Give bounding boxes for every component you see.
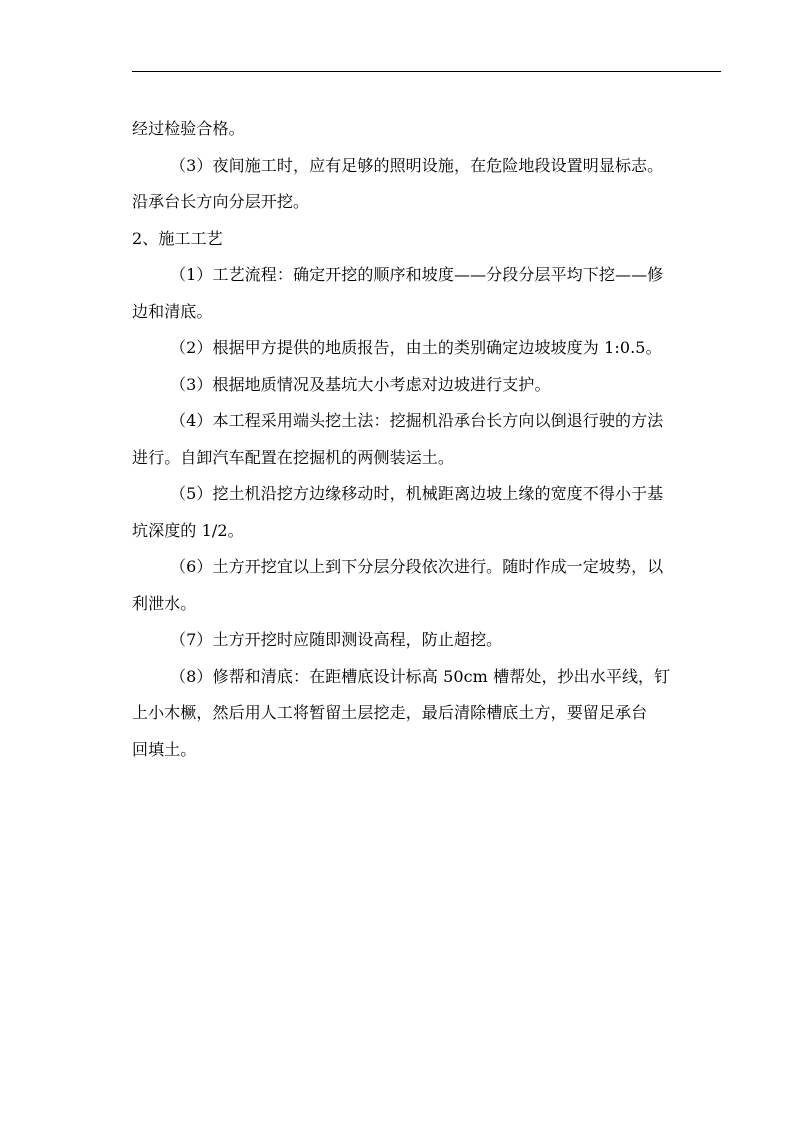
text-line: （8）修帮和清底：在距槽底设计标高 50cm 槽帮处，抄出水平线，钉 [170,666,671,686]
section-heading [132,221,721,258]
text-line: 边和清底。 [132,301,213,321]
text-line: （4）本工程采用端头挖土法：挖掘机沿承台长方向以倒退行驶的方法 [170,411,664,430]
text-line: （2）根据甲方提供的地质报告，由土的类别确定边坡坡度为 1:0.5。 [170,338,662,357]
text-line: （3）根据地质情况及基坑大小考虑对边坡进行支护。 [170,374,551,394]
paragraph [132,367,721,404]
header-rule [132,71,721,72]
paragraph [132,148,721,185]
text-line: 2、施工工艺 [132,228,223,248]
text-line: 回填土。 [132,739,197,759]
document-body [132,111,721,768]
text-line: 进行。自卸汽车配置在挖掘机的两侧装运土。 [132,447,455,467]
text-line: 经过检验合格。 [132,119,245,138]
paragraph [132,257,721,330]
paragraph [132,330,721,367]
text-line: （7）土方开挖时应随即测设高程，防止超挖。 [170,630,503,649]
paragraph [132,111,721,148]
text-line: 上小木橛，然后用人工将暂留土层挖走，最后清除槽底土方，要留足承台 [132,703,648,722]
text-line: 坑深度的 1/2。 [132,520,244,540]
paragraph [132,622,721,659]
text-line: （5）挖土机沿挖方边缘移动时，机械距离边坡上缘的宽度不得小于基 [170,484,664,503]
paragraph [132,659,721,769]
paragraph [132,476,721,549]
paragraph [132,549,721,622]
paragraph [132,403,721,476]
text-line: 沿承台长方向分层开挖。 [132,192,310,211]
paragraph [132,184,721,221]
text-line: （1）工艺流程：确定开挖的顺序和坡度——分段分层平均下挖——修 [170,265,664,284]
text-line: 利泄水。 [132,593,197,613]
text-line: （6）土方开挖宜以上到下分层分段依次进行。随时作成一定坡势，以 [170,557,664,576]
text-line: （3）夜间施工时，应有足够的照明设施，在危险地段设置明显标志。 [170,155,664,175]
